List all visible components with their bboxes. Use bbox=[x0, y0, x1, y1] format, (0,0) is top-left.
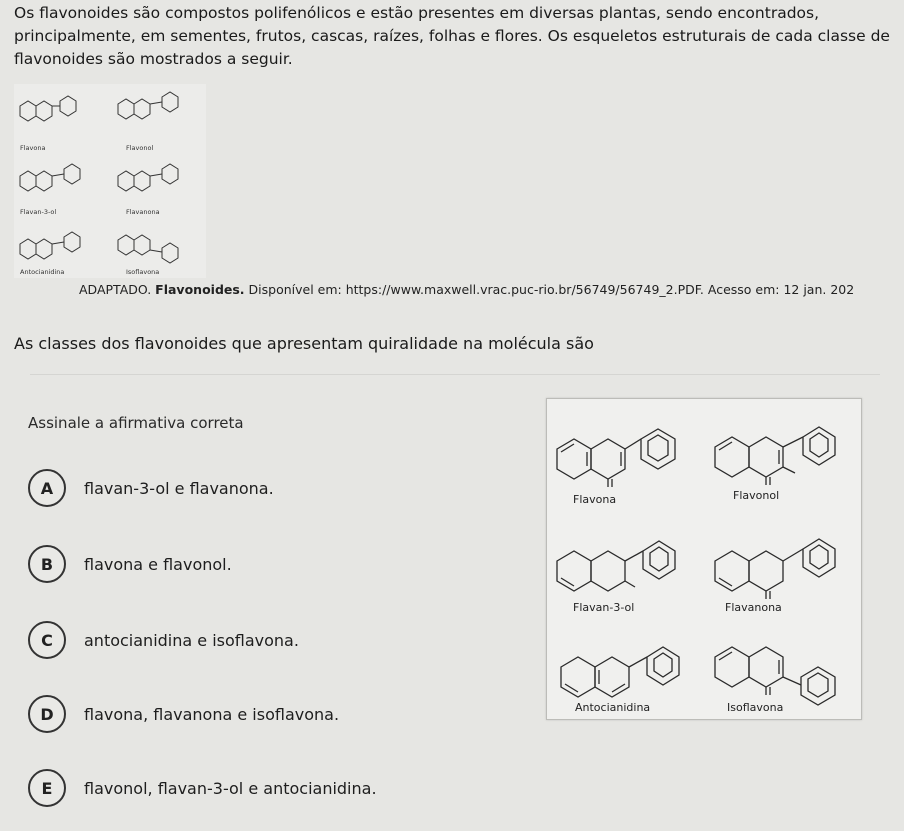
flavonoid-structures-figure bbox=[546, 398, 862, 720]
label-flavan-3-ol: Flavan-3-ol bbox=[573, 601, 635, 614]
citation-source: Disponível em: https://www.maxwell.vrac.puc-rio.br/56749/56749_2.PDF. Acesso em: 12 jan. 202 bbox=[244, 282, 855, 297]
label-isoflavona: Isoflavona bbox=[727, 701, 784, 714]
flavan-3-ol-structure bbox=[557, 541, 675, 591]
flavona-structure bbox=[557, 429, 675, 487]
citation-prefix: ADAPTADO. bbox=[79, 282, 156, 297]
label-flavonol: Flavonol bbox=[733, 489, 780, 502]
antocianidina-structure-small bbox=[20, 232, 80, 259]
isoflavona-structure-small bbox=[118, 235, 178, 263]
label-flavona: Flavona bbox=[573, 493, 617, 506]
isoflavona-structure bbox=[715, 647, 835, 705]
flavanona-structure-small bbox=[118, 164, 178, 191]
option-e-letter: E bbox=[28, 769, 66, 807]
label-isoflavona-small: Isoflavona bbox=[126, 268, 160, 276]
flavanona-structure bbox=[715, 539, 835, 599]
label-flavanona-small: Flavanona bbox=[126, 208, 160, 216]
option-b-letter: B bbox=[28, 545, 66, 583]
option-d[interactable] bbox=[28, 694, 339, 734]
option-c[interactable] bbox=[28, 620, 299, 660]
option-a-text: flavan-3-ol e flavanona. bbox=[84, 478, 274, 498]
citation-title: Flavonoides. bbox=[155, 282, 245, 297]
option-d-text: flavona, flavanona e isoflavona. bbox=[84, 704, 340, 724]
citation bbox=[79, 282, 854, 297]
divider bbox=[30, 374, 880, 375]
flavonol-structure bbox=[715, 427, 835, 485]
option-a[interactable] bbox=[28, 468, 274, 508]
option-b-text: flavona e flavonol. bbox=[84, 554, 232, 574]
question-text: As classes dos flavonoides que apresentam quiralidade na molécula são bbox=[14, 334, 594, 353]
flavonoid-structures-small-figure bbox=[14, 84, 206, 278]
option-a-letter: A bbox=[28, 469, 66, 507]
instruction-text: Assinale a afirmativa correta bbox=[28, 414, 244, 432]
flavonol-structure-small bbox=[118, 92, 178, 119]
label-antocianidina: Antocianidina bbox=[575, 701, 651, 714]
option-c-text: antocianidina e isoflavona. bbox=[84, 630, 299, 650]
label-flavanona: Flavanona bbox=[725, 601, 782, 614]
option-e-text: flavonol, flavan-3-ol e antocianidina. bbox=[84, 778, 377, 798]
flavona-structure-small bbox=[20, 96, 76, 121]
option-d-letter: D bbox=[28, 695, 66, 733]
option-e[interactable] bbox=[28, 768, 377, 808]
label-flavona-small: Flavona bbox=[20, 144, 46, 152]
label-antocianidina-small: Antocianidina bbox=[20, 268, 65, 276]
intro-paragraph: Os flavonoides são compostos polifenólicos e estão presentes em diversas plantas, sendo encontrados, principalmente, em sementes, frutos, cascas, raízes, folhas e flores. Os esqueletos estruturais de cada classe de flavonoides são mostrados a seguir. bbox=[14, 4, 890, 68]
antocianidina-structure bbox=[561, 647, 679, 697]
label-flavan-3-ol-small: Flavan-3-ol bbox=[20, 208, 57, 216]
option-b[interactable] bbox=[28, 544, 232, 584]
option-c-letter: C bbox=[28, 621, 66, 659]
label-flavonol-small: Flavonol bbox=[126, 144, 154, 152]
flavan-3-ol-structure-small bbox=[20, 164, 80, 191]
